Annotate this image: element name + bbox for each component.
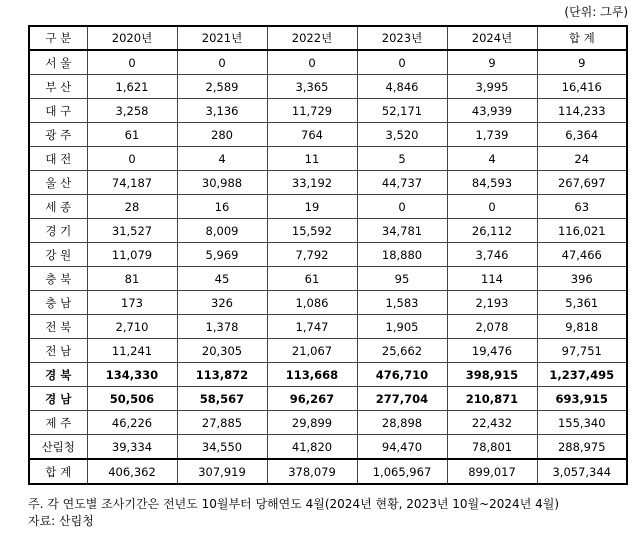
value-cell: 406,362 xyxy=(87,459,177,484)
region-cell: 강 원 xyxy=(29,243,87,267)
table-row xyxy=(29,387,627,411)
value-cell: 97,751 xyxy=(537,339,627,363)
unit-note: (단위: 그루) xyxy=(564,5,628,19)
region-cell: 제 주 xyxy=(29,411,87,435)
value-cell: 0 xyxy=(447,195,537,219)
value-cell: 61 xyxy=(267,267,357,291)
value-cell: 29,899 xyxy=(267,411,357,435)
value-cell: 94,470 xyxy=(357,435,447,460)
region-cell: 충 남 xyxy=(29,291,87,315)
value-cell: 4 xyxy=(447,147,537,171)
value-cell: 44,737 xyxy=(357,171,447,195)
value-cell: 19 xyxy=(267,195,357,219)
value-cell: 11,079 xyxy=(87,243,177,267)
table-row xyxy=(29,363,627,387)
value-cell: 11,241 xyxy=(87,339,177,363)
value-cell: 113,872 xyxy=(177,363,267,387)
value-cell: 41,820 xyxy=(267,435,357,460)
value-cell: 0 xyxy=(357,50,447,75)
value-cell: 8,009 xyxy=(177,219,267,243)
value-cell: 1,237,495 xyxy=(537,363,627,387)
value-cell: 0 xyxy=(177,50,267,75)
value-cell: 173 xyxy=(87,291,177,315)
value-cell: 155,340 xyxy=(537,411,627,435)
value-cell: 0 xyxy=(357,195,447,219)
value-cell: 210,871 xyxy=(447,387,537,411)
region-cell: 울 산 xyxy=(29,171,87,195)
table-row xyxy=(29,411,627,435)
value-cell: 3,057,344 xyxy=(537,459,627,484)
footnote: 주. 각 연도별 조사기간은 전년도 10월부터 당해연도 4월(2024년 현황, 2023년 10월~2024년 4월) xyxy=(28,497,560,511)
value-cell: 47,466 xyxy=(537,243,627,267)
region-cell: 전 남 xyxy=(29,339,87,363)
value-cell: 9 xyxy=(537,50,627,75)
value-cell: 1,378 xyxy=(177,315,267,339)
source-note: 자료: 산림청 xyxy=(28,514,94,528)
table-row xyxy=(29,171,627,195)
value-cell: 5 xyxy=(357,147,447,171)
value-cell: 1,747 xyxy=(267,315,357,339)
region-cell: 대 전 xyxy=(29,147,87,171)
value-cell: 307,919 xyxy=(177,459,267,484)
value-cell: 34,781 xyxy=(357,219,447,243)
value-cell: 4,846 xyxy=(357,75,447,99)
value-cell: 4 xyxy=(177,147,267,171)
value-cell: 16,416 xyxy=(537,75,627,99)
region-cell: 전 북 xyxy=(29,315,87,339)
value-cell: 1,065,967 xyxy=(357,459,447,484)
value-cell: 280 xyxy=(177,123,267,147)
value-cell: 31,527 xyxy=(87,219,177,243)
value-cell: 288,975 xyxy=(537,435,627,460)
value-cell: 11 xyxy=(267,147,357,171)
value-cell: 3,136 xyxy=(177,99,267,123)
value-cell: 26,112 xyxy=(447,219,537,243)
table-row xyxy=(29,50,627,75)
value-cell: 1,739 xyxy=(447,123,537,147)
table-row xyxy=(29,147,627,171)
total-row xyxy=(29,459,627,484)
value-cell: 277,704 xyxy=(357,387,447,411)
table-row xyxy=(29,75,627,99)
footnotes xyxy=(28,496,559,530)
value-cell: 43,939 xyxy=(447,99,537,123)
value-cell: 11,729 xyxy=(267,99,357,123)
header-cell: 2021년 xyxy=(177,26,267,50)
value-cell: 396 xyxy=(537,267,627,291)
table-row xyxy=(29,339,627,363)
value-cell: 95 xyxy=(357,267,447,291)
value-cell: 1,905 xyxy=(357,315,447,339)
value-cell: 116,021 xyxy=(537,219,627,243)
value-cell: 1,621 xyxy=(87,75,177,99)
value-cell: 2,589 xyxy=(177,75,267,99)
value-cell: 764 xyxy=(267,123,357,147)
region-cell: 부 산 xyxy=(29,75,87,99)
value-cell: 20,305 xyxy=(177,339,267,363)
value-cell: 28,898 xyxy=(357,411,447,435)
value-cell: 74,187 xyxy=(87,171,177,195)
region-cell: 경 기 xyxy=(29,219,87,243)
region-cell: 산림청 xyxy=(29,435,87,460)
value-cell: 1,086 xyxy=(267,291,357,315)
value-cell: 27,885 xyxy=(177,411,267,435)
value-cell: 267,697 xyxy=(537,171,627,195)
value-cell: 24 xyxy=(537,147,627,171)
value-cell: 39,334 xyxy=(87,435,177,460)
value-cell: 15,592 xyxy=(267,219,357,243)
table-row xyxy=(29,267,627,291)
value-cell: 114,233 xyxy=(537,99,627,123)
value-cell: 25,662 xyxy=(357,339,447,363)
region-cell: 세 종 xyxy=(29,195,87,219)
value-cell: 9 xyxy=(447,50,537,75)
region-cell: 광 주 xyxy=(29,123,87,147)
value-cell: 34,550 xyxy=(177,435,267,460)
region-cell: 충 북 xyxy=(29,267,87,291)
value-cell: 45 xyxy=(177,267,267,291)
value-cell: 5,361 xyxy=(537,291,627,315)
value-cell: 84,593 xyxy=(447,171,537,195)
value-cell: 33,192 xyxy=(267,171,357,195)
value-cell: 3,520 xyxy=(357,123,447,147)
value-cell: 378,079 xyxy=(267,459,357,484)
value-cell: 693,915 xyxy=(537,387,627,411)
table-row xyxy=(29,243,627,267)
table-row xyxy=(29,99,627,123)
table-row xyxy=(29,219,627,243)
value-cell: 96,267 xyxy=(267,387,357,411)
region-cell: 경 남 xyxy=(29,387,87,411)
value-cell: 3,258 xyxy=(87,99,177,123)
value-cell: 81 xyxy=(87,267,177,291)
value-cell: 63 xyxy=(537,195,627,219)
value-cell: 58,567 xyxy=(177,387,267,411)
value-cell: 46,226 xyxy=(87,411,177,435)
header-row xyxy=(29,26,627,50)
value-cell: 7,792 xyxy=(267,243,357,267)
value-cell: 398,915 xyxy=(447,363,537,387)
value-cell: 3,746 xyxy=(447,243,537,267)
value-cell: 16 xyxy=(177,195,267,219)
table-row xyxy=(29,291,627,315)
table-row xyxy=(29,123,627,147)
value-cell: 899,017 xyxy=(447,459,537,484)
table-row xyxy=(29,435,627,460)
value-cell: 9,818 xyxy=(537,315,627,339)
value-cell: 2,193 xyxy=(447,291,537,315)
value-cell: 5,969 xyxy=(177,243,267,267)
value-cell: 114 xyxy=(447,267,537,291)
value-cell: 113,668 xyxy=(267,363,357,387)
header-cell: 2022년 xyxy=(267,26,357,50)
region-cell: 대 구 xyxy=(29,99,87,123)
value-cell: 78,801 xyxy=(447,435,537,460)
value-cell: 18,880 xyxy=(357,243,447,267)
value-cell: 3,365 xyxy=(267,75,357,99)
data-table xyxy=(28,25,628,485)
value-cell: 326 xyxy=(177,291,267,315)
header-cell: 합 계 xyxy=(537,26,627,50)
value-cell: 2,078 xyxy=(447,315,537,339)
value-cell: 50,506 xyxy=(87,387,177,411)
value-cell: 19,476 xyxy=(447,339,537,363)
value-cell: 21,067 xyxy=(267,339,357,363)
table-row xyxy=(29,315,627,339)
value-cell: 0 xyxy=(267,50,357,75)
header-cell: 2024년 xyxy=(447,26,537,50)
table-row xyxy=(29,195,627,219)
value-cell: 3,995 xyxy=(447,75,537,99)
header-cell: 구 분 xyxy=(29,26,87,50)
value-cell: 134,330 xyxy=(87,363,177,387)
value-cell: 2,710 xyxy=(87,315,177,339)
value-cell: 6,364 xyxy=(537,123,627,147)
value-cell: 0 xyxy=(87,147,177,171)
region-cell: 서 울 xyxy=(29,50,87,75)
region-cell: 합 계 xyxy=(29,459,87,484)
value-cell: 61 xyxy=(87,123,177,147)
value-cell: 30,988 xyxy=(177,171,267,195)
header-cell: 2023년 xyxy=(357,26,447,50)
value-cell: 22,432 xyxy=(447,411,537,435)
region-cell: 경 북 xyxy=(29,363,87,387)
value-cell: 1,583 xyxy=(357,291,447,315)
value-cell: 52,171 xyxy=(357,99,447,123)
value-cell: 476,710 xyxy=(357,363,447,387)
value-cell: 0 xyxy=(87,50,177,75)
value-cell: 28 xyxy=(87,195,177,219)
header-cell: 2020년 xyxy=(87,26,177,50)
